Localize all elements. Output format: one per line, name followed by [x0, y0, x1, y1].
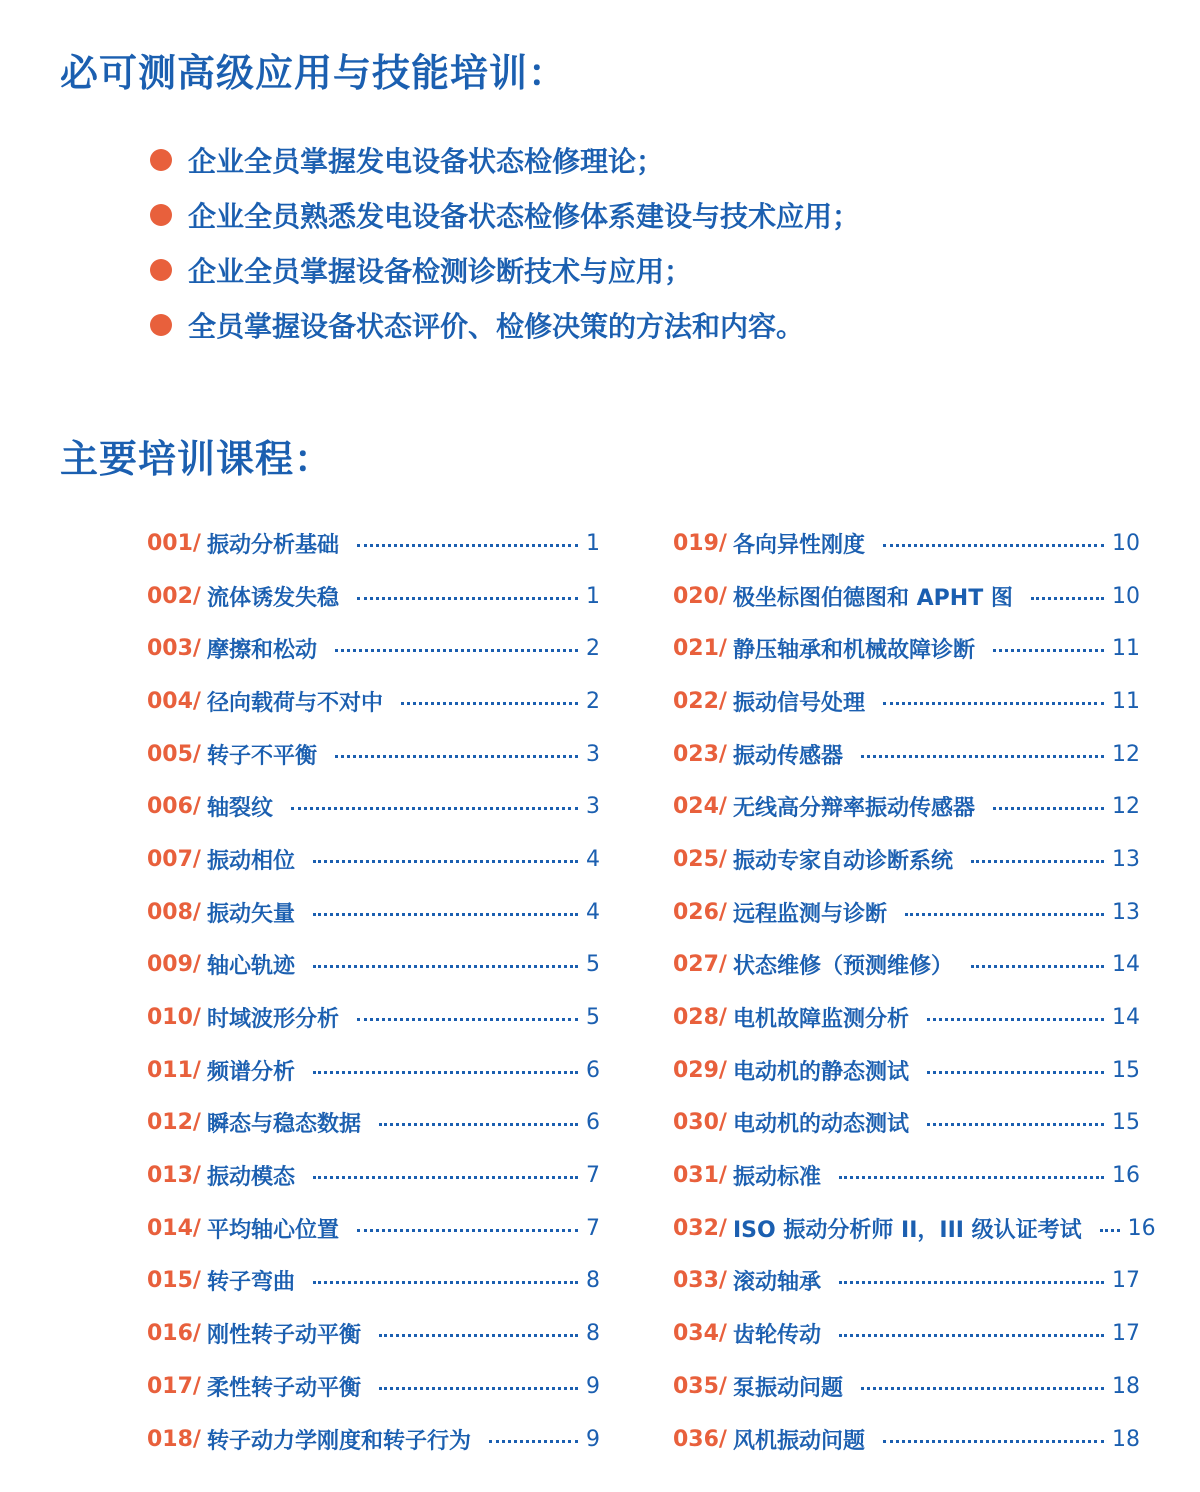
course-number: 034/ — [673, 1321, 727, 1347]
course-title: 振动专家自动诊断系统 — [732, 848, 953, 874]
course-number: 015/ — [147, 1268, 201, 1294]
course-number: 002/ — [147, 583, 201, 609]
bullet-dot-icon — [150, 149, 172, 171]
dot-leader — [313, 965, 578, 968]
dot-leader — [993, 807, 1104, 810]
dot-leader — [883, 702, 1104, 705]
course-title: 轴裂纹 — [206, 796, 273, 822]
course-page-number: 8 — [586, 1321, 600, 1347]
course-title: 无线高分辩率振动传感器 — [732, 796, 975, 822]
course-number: 023/ — [673, 741, 727, 767]
dot-leader — [313, 860, 578, 863]
course-number: 026/ — [673, 899, 727, 925]
course-title: 静压轴承和机械故障诊断 — [732, 638, 975, 664]
course-title: 泵振动问题 — [732, 1375, 843, 1401]
course-row — [147, 833, 600, 886]
course-page-number: 9 — [586, 1426, 600, 1452]
course-title: 平均轴心位置 — [206, 1217, 339, 1243]
course-title: 转子弯曲 — [206, 1270, 295, 1296]
course-row — [147, 517, 600, 570]
course-page-number: 1 — [586, 583, 600, 609]
course-number: 025/ — [673, 846, 727, 872]
dot-leader — [905, 913, 1104, 916]
course-title: 状态维修（预测维修） — [732, 954, 953, 980]
course-page-number: 7 — [586, 1215, 600, 1241]
course-page-number: 6 — [586, 1110, 600, 1136]
dot-leader — [861, 755, 1104, 758]
course-number: 035/ — [673, 1373, 727, 1399]
goal-item — [150, 132, 860, 187]
course-number: 017/ — [147, 1373, 201, 1399]
course-title: 电动机的动态测试 — [732, 1112, 909, 1138]
course-page-number: 18 — [1112, 1373, 1140, 1399]
course-row — [147, 675, 600, 728]
course-row — [673, 1044, 1140, 1097]
course-row — [147, 728, 600, 781]
course-page-number: 2 — [586, 688, 600, 714]
course-list-right — [673, 517, 1156, 1465]
course-title: 极坐标图伯德图和 APHT 图 — [732, 585, 1013, 611]
course-title: 轴心轨迹 — [206, 954, 295, 980]
dot-leader — [927, 1018, 1104, 1021]
course-title: 振动信号处理 — [732, 690, 865, 716]
dot-leader — [379, 1387, 578, 1390]
dot-leader — [993, 649, 1104, 652]
course-title: 频谱分析 — [206, 1059, 295, 1085]
course-row — [673, 780, 1140, 833]
course-row — [147, 886, 600, 939]
course-page-number: 3 — [586, 794, 600, 820]
course-page-number: 16 — [1112, 1163, 1140, 1189]
goal-text: 全员掌握设备状态评价、检修决策的方法和内容。 — [188, 309, 805, 343]
course-row — [147, 1097, 600, 1150]
course-row — [673, 833, 1140, 886]
course-number: 031/ — [673, 1163, 727, 1189]
dot-leader — [313, 1281, 578, 1284]
course-page-number: 14 — [1112, 952, 1140, 978]
course-title: 齿轮传动 — [732, 1323, 821, 1349]
course-number: 009/ — [147, 952, 201, 978]
course-title: 振动模态 — [206, 1165, 295, 1191]
course-page-number: 6 — [586, 1057, 600, 1083]
dot-leader — [313, 1071, 578, 1074]
course-row — [673, 1255, 1140, 1308]
dot-leader — [839, 1334, 1104, 1337]
course-row — [147, 1413, 600, 1466]
course-number: 019/ — [673, 530, 727, 556]
course-number: 008/ — [147, 899, 201, 925]
course-page-number: 10 — [1112, 583, 1140, 609]
course-page-number: 17 — [1112, 1268, 1140, 1294]
course-title: 各向异性刚度 — [732, 532, 865, 558]
course-number: 012/ — [147, 1110, 201, 1136]
course-row — [673, 939, 1140, 992]
bullet-dot-icon — [150, 204, 172, 226]
course-number: 018/ — [147, 1426, 201, 1452]
course-row — [147, 1307, 600, 1360]
course-title: 振动分析基础 — [206, 532, 339, 558]
goal-text: 企业全员掌握设备检测诊断技术与应用； — [188, 254, 693, 288]
course-page-number: 10 — [1112, 530, 1140, 556]
dot-leader — [357, 1018, 578, 1021]
course-page-number: 14 — [1112, 1005, 1140, 1031]
course-number: 033/ — [673, 1268, 727, 1294]
course-title: 电机故障监测分析 — [732, 1007, 909, 1033]
course-number: 016/ — [147, 1321, 201, 1347]
course-number: 029/ — [673, 1057, 727, 1083]
course-number: 001/ — [147, 530, 201, 556]
course-row — [673, 675, 1140, 728]
bullet-dot-icon — [150, 314, 172, 336]
goal-item — [150, 242, 860, 297]
dot-leader — [839, 1176, 1104, 1179]
dot-leader — [357, 597, 578, 600]
course-row — [147, 780, 600, 833]
dot-leader — [971, 860, 1104, 863]
dot-leader — [357, 1229, 578, 1232]
course-title: 振动矢量 — [206, 901, 295, 927]
course-page-number: 5 — [586, 952, 600, 978]
dot-leader — [883, 544, 1104, 547]
course-row — [147, 1202, 600, 1255]
course-number: 036/ — [673, 1426, 727, 1452]
course-page-number: 11 — [1112, 688, 1140, 714]
course-row — [147, 991, 600, 1044]
training-heading: 必可测高级应用与技能培训： — [60, 51, 568, 95]
course-number: 013/ — [147, 1163, 201, 1189]
dot-leader — [335, 649, 578, 652]
course-row — [673, 1413, 1140, 1466]
course-page-number: 7 — [586, 1163, 600, 1189]
course-row — [673, 886, 1140, 939]
dot-leader — [379, 1334, 578, 1337]
training-goals-list — [150, 132, 860, 352]
course-title: 转子动力学刚度和转子行为 — [206, 1428, 471, 1454]
course-page-number: 15 — [1112, 1057, 1140, 1083]
course-row — [673, 1307, 1140, 1360]
dot-leader — [1031, 597, 1104, 600]
course-title: ISO 振动分析师 II，III 级认证考试 — [732, 1217, 1082, 1243]
course-title: 振动传感器 — [732, 743, 843, 769]
course-page-number: 16 — [1127, 1215, 1156, 1241]
course-number: 024/ — [673, 794, 727, 820]
course-row — [147, 622, 600, 675]
course-title: 远程监测与诊断 — [732, 901, 887, 927]
course-row — [673, 517, 1140, 570]
course-title: 转子不平衡 — [206, 743, 317, 769]
dot-leader — [489, 1440, 578, 1443]
course-title: 电动机的静态测试 — [732, 1059, 909, 1085]
dot-leader — [401, 702, 578, 705]
course-row — [673, 570, 1140, 623]
course-page-number: 12 — [1112, 741, 1140, 767]
goal-text: 企业全员掌握发电设备状态检修理论； — [188, 144, 665, 178]
course-title: 瞬态与稳态数据 — [206, 1112, 361, 1138]
course-number: 005/ — [147, 741, 201, 767]
course-title: 滚动轴承 — [732, 1270, 821, 1296]
course-number: 032/ — [673, 1215, 727, 1241]
course-title: 摩擦和松动 — [206, 638, 317, 664]
course-number: 030/ — [673, 1110, 727, 1136]
course-row — [673, 1097, 1140, 1150]
course-row — [147, 1149, 600, 1202]
dot-leader — [313, 1176, 578, 1179]
courses-heading: 主要培训课程： — [60, 437, 334, 481]
course-number: 007/ — [147, 846, 201, 872]
course-number: 014/ — [147, 1215, 201, 1241]
dot-leader — [313, 913, 578, 916]
course-number: 003/ — [147, 636, 201, 662]
course-page-number: 4 — [586, 899, 600, 925]
course-page-number: 18 — [1112, 1426, 1140, 1452]
dot-leader — [927, 1071, 1104, 1074]
dot-leader — [927, 1123, 1104, 1126]
goal-item — [150, 297, 860, 352]
dot-leader — [291, 807, 578, 810]
course-number: 021/ — [673, 636, 727, 662]
course-page-number: 2 — [586, 636, 600, 662]
course-row — [673, 1360, 1140, 1413]
course-row — [673, 1202, 1156, 1255]
dot-leader — [335, 755, 578, 758]
course-title: 时域波形分析 — [206, 1007, 339, 1033]
course-page-number: 12 — [1112, 794, 1140, 820]
course-number: 010/ — [147, 1005, 201, 1031]
course-number: 022/ — [673, 688, 727, 714]
course-page-number: 13 — [1112, 899, 1140, 925]
course-page-number: 4 — [586, 846, 600, 872]
course-number: 006/ — [147, 794, 201, 820]
course-page-number: 11 — [1112, 636, 1140, 662]
course-title: 振动相位 — [206, 848, 295, 874]
bullet-dot-icon — [150, 259, 172, 281]
course-row — [673, 991, 1140, 1044]
dot-leader — [861, 1387, 1104, 1390]
course-row — [673, 728, 1140, 781]
dot-leader — [1100, 1229, 1120, 1232]
course-row — [673, 1149, 1140, 1202]
course-number: 020/ — [673, 583, 727, 609]
course-row — [147, 1255, 600, 1308]
course-row — [673, 622, 1140, 675]
course-title: 刚性转子动平衡 — [206, 1323, 361, 1349]
course-page-number: 8 — [586, 1268, 600, 1294]
course-row — [147, 570, 600, 623]
course-page-number: 1 — [586, 530, 600, 556]
course-title: 流体诱发失稳 — [206, 585, 339, 611]
course-page-number: 13 — [1112, 846, 1140, 872]
dot-leader — [357, 544, 578, 547]
course-page-number: 17 — [1112, 1321, 1140, 1347]
course-page-number: 15 — [1112, 1110, 1140, 1136]
dot-leader — [883, 1440, 1104, 1443]
course-title: 径向载荷与不对中 — [206, 690, 383, 716]
dot-leader — [379, 1123, 578, 1126]
goal-text: 企业全员熟悉发电设备状态检修体系建设与技术应用； — [188, 199, 861, 233]
course-row — [147, 939, 600, 992]
course-row — [147, 1044, 600, 1097]
course-title: 振动标准 — [732, 1165, 821, 1191]
course-number: 027/ — [673, 952, 727, 978]
course-row — [147, 1360, 600, 1413]
course-number: 004/ — [147, 688, 201, 714]
course-page-number: 5 — [586, 1005, 600, 1031]
course-title: 柔性转子动平衡 — [206, 1375, 361, 1401]
course-number: 011/ — [147, 1057, 201, 1083]
course-page-number: 3 — [586, 741, 600, 767]
course-title: 风机振动问题 — [732, 1428, 865, 1454]
course-list-left — [147, 517, 600, 1465]
dot-leader — [971, 965, 1104, 968]
course-number: 028/ — [673, 1005, 727, 1031]
course-page-number: 9 — [586, 1373, 600, 1399]
goal-item — [150, 187, 860, 242]
dot-leader — [839, 1281, 1104, 1284]
